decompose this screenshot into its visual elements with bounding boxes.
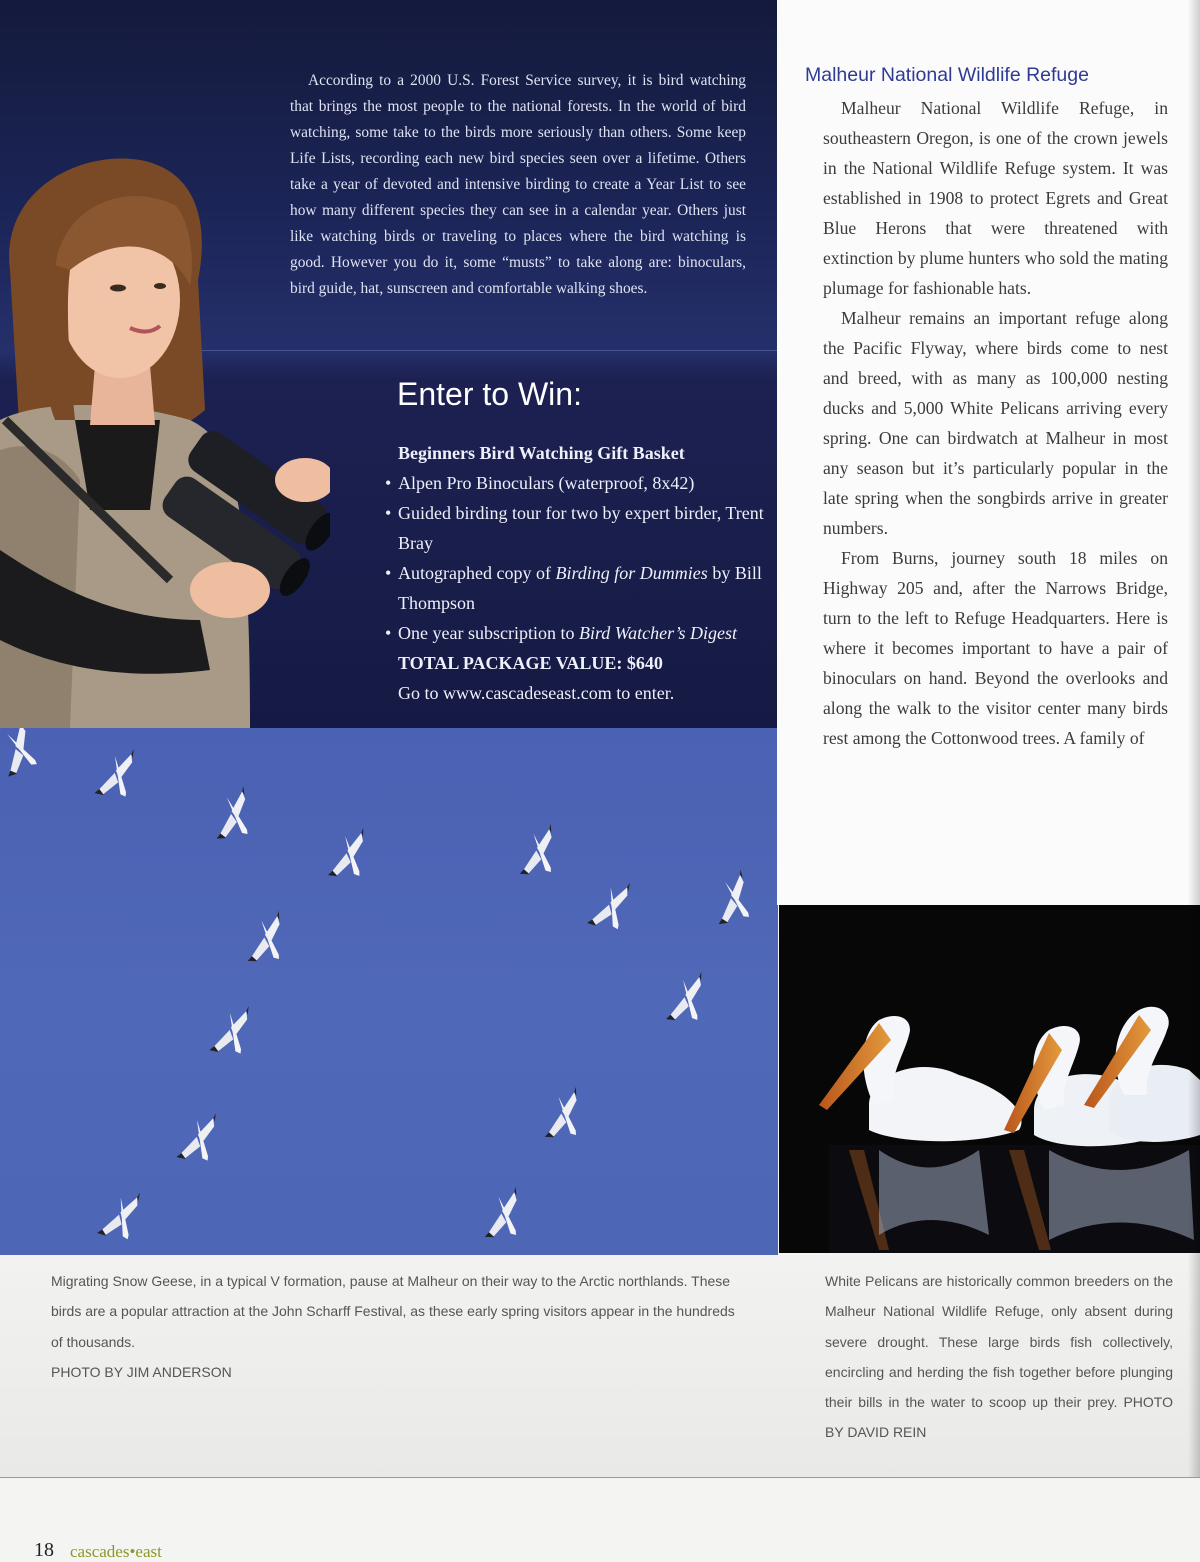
geese-photo-credit: PHOTO BY JIM ANDERSON [51, 1363, 232, 1380]
geese-caption-text: Migrating Snow Geese, in a typical V formation, pause at Malheur on their way to the Arctic northlands. These birds are a popular attraction at the John Scharff Festival, as these early spring visitors appear in the hundreds of thousands. [51, 1273, 735, 1350]
intro-paragraph: According to a 2000 U.S. Forest Service survey, it is bird watching that brings the most people to the national forests. In the world of bird watching, some take to the birds more seriously than others. Some keep Life Lists, recording each new bird species seen over a lifetime. Others take a year of devoted and intensive birding to create a Year List to see how many different species they can see in a calendar year. Others just like watching birds or traveling to places where the bird watching is good. However you do it, some “musts” to take along are: binoculars, bird guide, hat, sunscreen and comfortable walking shoes. [290, 72, 746, 297]
article-paragraph: Malheur National Wildlife Refuge, in southeastern Oregon, is one of the crown jewels in the National Wildlife Refuge system. It was established in 1908 to protect Egrets and Great Blue Herons that were threatened with extinction by plume hunters who sold the mating plumage for fashionable hats. [823, 98, 1168, 298]
bullet-icon: • [385, 473, 392, 493]
snow-geese-photo [0, 728, 778, 1255]
prize-item-text: Guided birding tour for two by expert birder, Trent Bray [398, 503, 764, 553]
article-title: Malheur National Wildlife Refuge [805, 64, 1089, 86]
white-pelicans-photo [779, 905, 1200, 1253]
pelican-caption: White Pelicans are historically common breeders on the Malheur National Wildlife Refuge, only absent during severe drought. These large birds fish collectively, encircling and herding the fish together before plunging their bills in the water to scoop up their prey. PHOTO BY DAVID REIN [825, 1273, 1173, 1441]
prize-item-text: One year subscription to Bird Watcher’s Digest [398, 623, 737, 643]
prize-item-text: Autographed copy of Birding for Dummies by Bill Thompson [398, 563, 762, 613]
pelicans-illustration [779, 905, 1200, 1253]
prize-item [385, 558, 765, 618]
bullet-icon: • [385, 563, 392, 583]
geese-caption [51, 1266, 741, 1387]
woman-with-binoculars-photo [0, 150, 330, 728]
prize-item [385, 468, 765, 498]
bullet-icon: • [385, 503, 392, 523]
prize-item [385, 498, 765, 558]
magazine-title: Bird Watcher’s Digest [578, 623, 737, 643]
snow-geese-flock [0, 728, 778, 1255]
article-paragraph: Malheur remains an important refuge along the Pacific Flyway, where birds come to nest and breed, with as many as 100,000 nesting ducks and 5,000 White Pelicans arriving every spring. One can birdwatch at Malheur in most any season but it’s particularly popular in the late spring when the songbirds arrive in greater numbers. [823, 308, 1168, 538]
total-package-value: TOTAL PACKAGE VALUE: $640 [398, 653, 663, 673]
contest-title: Enter to Win: [397, 376, 582, 412]
page-number: 18 [34, 1539, 54, 1561]
entry-link-text[interactable]: Go to www.cascadeseast.com to enter. [398, 683, 675, 703]
magazine-name: cascades•east [70, 1542, 162, 1561]
bullet-icon: • [385, 623, 392, 643]
prize-item-text: Alpen Pro Binoculars (waterproof, 8x42) [398, 473, 695, 493]
prize-item [385, 618, 765, 648]
prize-list [385, 438, 765, 708]
footer-rule [0, 1477, 1200, 1478]
gift-basket-heading: Beginners Bird Watching Gift Basket [398, 443, 685, 463]
article-paragraph: From Burns, journey south 18 miles on Highway 205 and, after the Narrows Bridge, turn to the left to Refuge Headquarters. Here is where it becomes important to have a pair of binoculars on hand. Beyond the overlooks and along the walk to the visitor center many birds rest among the Cottonwood trees. A family of [823, 548, 1168, 748]
article-body [823, 93, 1168, 753]
book-title: Birding for Dummies [555, 563, 708, 583]
page-gutter-shadow [1188, 0, 1200, 1477]
